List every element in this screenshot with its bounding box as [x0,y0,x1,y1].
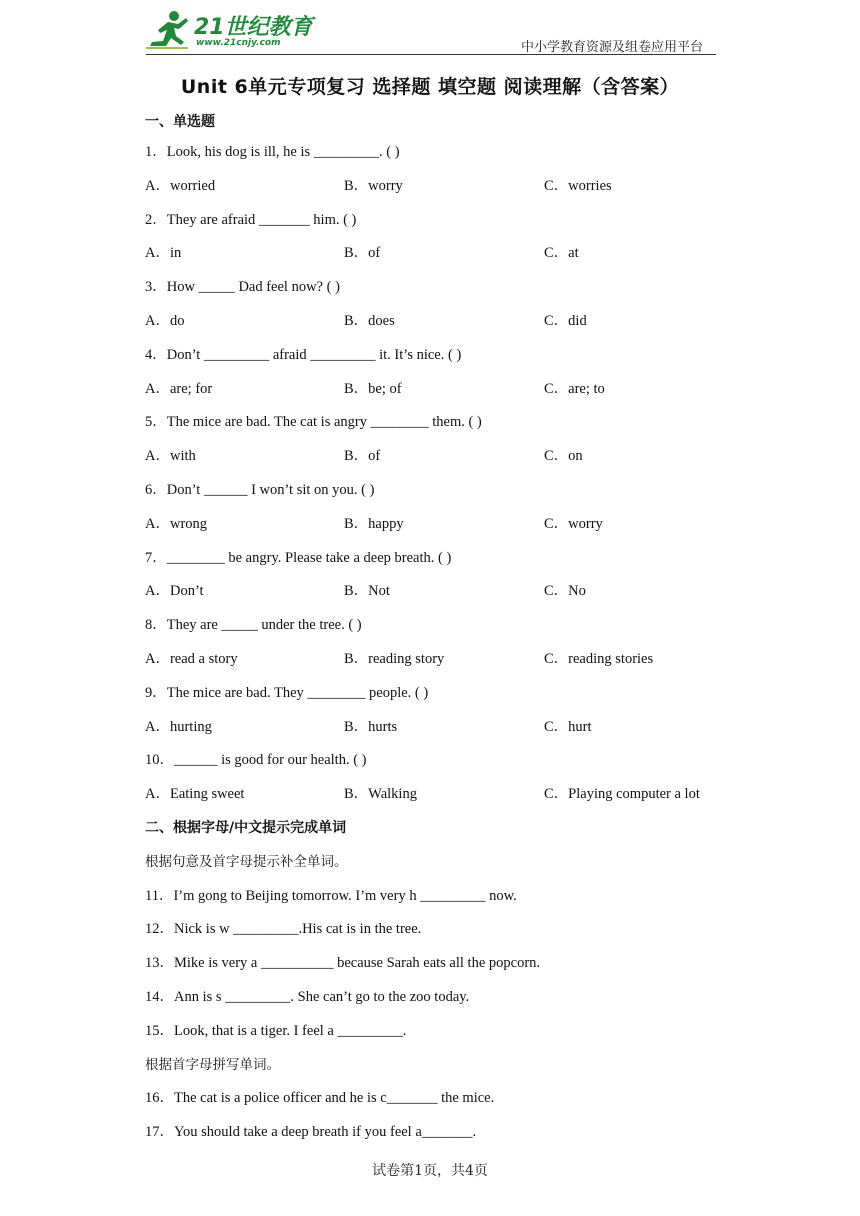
option-c[interactable]: C．did [544,312,587,329]
brand-name: 21世纪教育 [194,15,313,40]
option-row [145,305,735,339]
option-c[interactable]: C．hurt [544,718,592,735]
question-block [145,339,735,407]
section-heading: 二、根据字母/中文提示完成单词 [145,819,347,836]
page-footer: 试卷第1页，共4页 [372,1163,488,1179]
option-b[interactable]: B．be; of [344,380,402,397]
option-a[interactable]: A．wrong [145,515,208,532]
option-c[interactable]: C．on [544,448,583,465]
worksheet-content [145,108,735,1150]
question-block [145,406,735,474]
option-c[interactable]: C．Playing computer a lot [544,786,700,803]
question-text: 7．________ be angry. Please take a deep breath. ( ) [145,549,452,566]
question-block [145,271,735,339]
fill-blank-item: 13．Mike is very a __________ because Sarah eats all the popcorn. [145,955,541,972]
option-b[interactable]: B．of [344,245,381,262]
question-text: 2．They are afraid _______ him. ( ) [145,211,357,228]
option-row [145,170,735,204]
instruction-text: 根据首字母拼写单词。 [145,1056,280,1073]
question-text: 5．The mice are bad. The cat is angry ________ them. ( ) [145,414,482,431]
option-row [145,778,735,812]
option-row [145,575,735,609]
question-text: 3．How _____ Dad feel now? ( ) [145,279,340,296]
question-block [145,204,735,272]
question-block [145,136,735,204]
option-a[interactable]: A．are; for [145,380,213,397]
fill-blank-item: 11．I’m gong to Beijing tomorrow. I’m very h _________ now. [145,887,517,904]
option-b[interactable]: B．of [344,448,381,465]
section-heading: 一、单选题 [145,114,215,130]
option-b[interactable]: B．happy [344,515,404,532]
platform-label: 中小学教育资源及组卷应用平台 [520,40,703,55]
question-text: 4．Don’t _________ afraid _________ it. It’s nice. ( ) [145,346,462,363]
option-b[interactable]: B．Walking [344,786,417,803]
brand-site: www.21cnjy.com [196,38,281,48]
fill-blank-item: 12．Nick is w _________.His cat is in the tree. [145,921,422,938]
question-block [145,474,735,542]
option-b[interactable]: B．worry [344,177,403,194]
runner-logo-icon [146,8,196,52]
option-row [145,711,735,745]
option-a[interactable]: A．Eating sweet [145,786,245,803]
question-block [145,542,735,610]
question-block [145,744,735,812]
question-text: 10．______ is good for our health. ( ) [145,752,367,769]
question-text: 6．Don’t ______ I won’t sit on you. ( ) [145,481,375,498]
page-header [0,0,860,60]
option-b[interactable]: B．reading story [344,650,445,667]
question-block [145,609,735,677]
option-a[interactable]: A．hurting [145,718,212,735]
option-c[interactable]: C．are; to [544,380,605,397]
option-b[interactable]: B．Not [344,583,390,600]
option-row [145,373,735,407]
question-text: 9．The mice are bad. They ________ people. ( ) [145,684,429,701]
logo [146,8,316,52]
option-c[interactable]: C．worries [544,177,612,194]
fill-blank-item: 16．The cat is a police officer and he is c_______ the mice. [145,1090,495,1107]
option-row [145,643,735,677]
option-c[interactable]: C．No [544,583,586,600]
option-a[interactable]: A．Don’t [145,583,204,600]
option-row [145,508,735,542]
option-row [145,440,735,474]
header-divider [146,54,716,55]
question-text: 8．They are _____ under the tree. ( ) [145,617,362,634]
fill-blank-item: 17．You should take a deep breath if you feel a_______. [145,1124,477,1141]
fill-blank-item: 14．Ann is s _________. She can’t go to the zoo today. [145,988,470,1005]
question-text: 1．Look, his dog is ill, he is _________. ( ) [145,144,400,160]
option-a[interactable]: A．in [145,245,182,262]
option-a[interactable]: A．do [145,312,185,329]
option-c[interactable]: C．at [544,245,579,262]
option-b[interactable]: B．does [344,312,395,329]
option-a[interactable]: A．with [145,448,196,465]
fill-blank-item: 15．Look, that is a tiger. I feel a _________. [145,1022,407,1039]
option-c[interactable]: C．worry [544,515,603,532]
option-a[interactable]: A．worried [145,177,216,194]
instruction-text: 根据句意及首字母提示补全单词。 [145,853,348,870]
question-block [145,677,735,745]
option-c[interactable]: C．reading stories [544,650,654,667]
option-b[interactable]: B．hurts [344,718,398,735]
option-a[interactable]: A．read a story [145,650,238,667]
option-row [145,237,735,271]
page-title: Unit 6单元专项复习 选择题 填空题 阅读理解（含答案） [180,76,680,98]
